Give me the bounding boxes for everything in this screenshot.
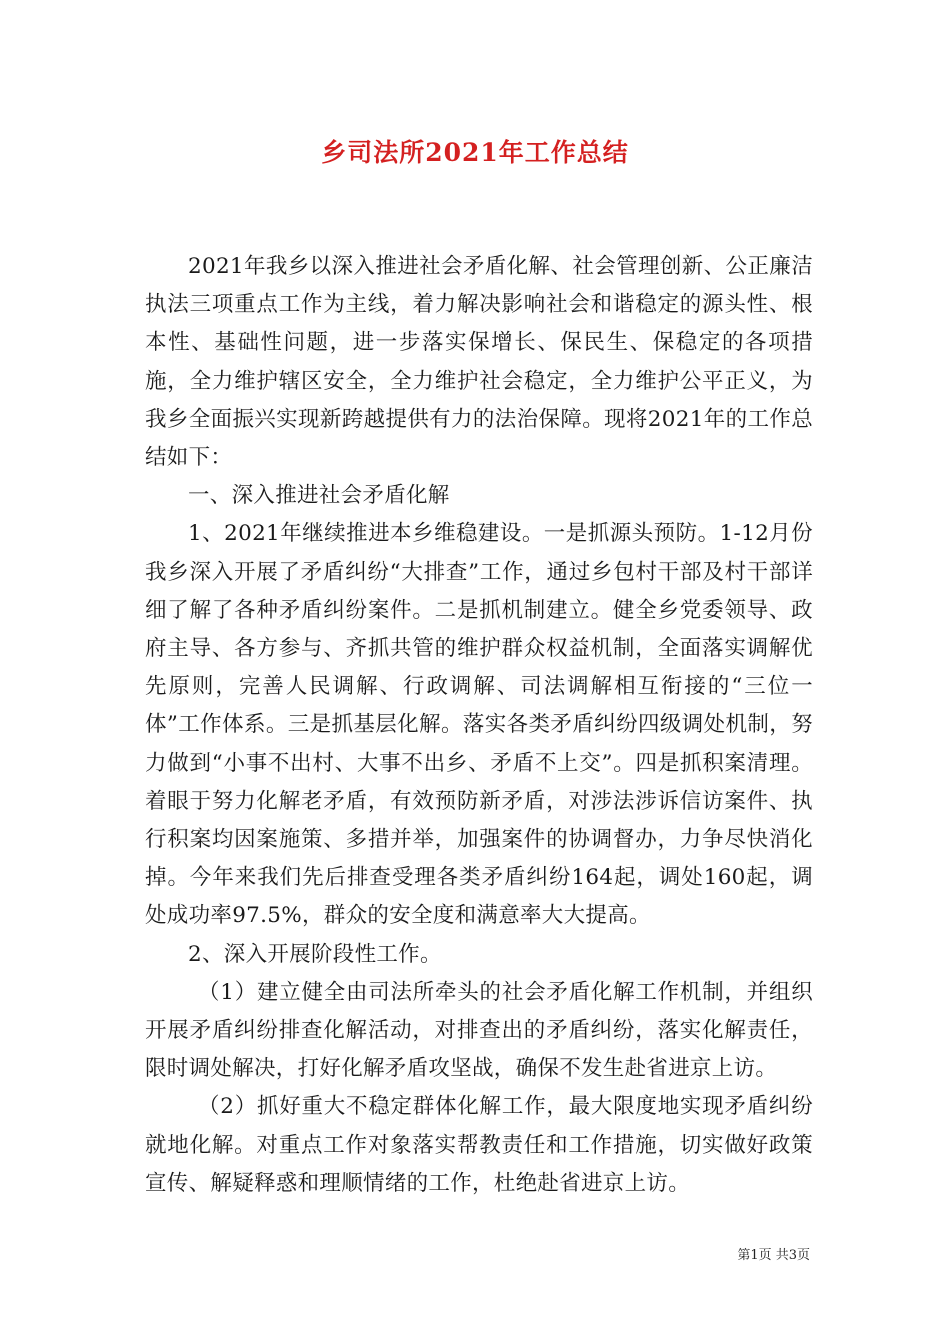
document-body [145, 248, 813, 1203]
section-heading-1: 一、深入推进社会矛盾化解 [188, 483, 450, 509]
intro-paragraph: 2021年我乡以深入推进社会矛盾化解、社会管理创新、公正廉洁执法三项重点工作为主线，着力解决影响社会和谐稳定的源头性、根本性、基础性问题，进一步落实保增长、保民生、保稳定的各项措施，全力维护辖区安全，全力维护社会稳定，全力维护公平正义，为我乡全面振兴实现新跨越提供有力的法治保障。现将2021年的工作总结如下： [145, 254, 813, 471]
paragraph-subitem-1: （1）建立健全由司法所牵头的社会矛盾化解工作机制，并组织开展矛盾纠纷排查化解活动，对排查出的矛盾纠纷，落实化解责任，限时调处解决，打好化解矛盾攻坚战，确保不发生赴省进京上访。 [145, 979, 813, 1082]
page-number-footer: 第1页 共3页 [737, 1248, 810, 1263]
paragraph-item-2: 2、深入开展阶段性工作。 [188, 941, 442, 967]
paragraph-subitem-2: （2）抓好重大不稳定群体化解工作，最大限度地实现矛盾纠纷就地化解。对重点工作对象落实帮教责任和工作措施，切实做好政策宣传、解疑释惑和理顺情绪的工作，杜绝赴省进京上访。 [145, 1094, 813, 1196]
paragraph-item-1: 1、2021年继续推进本乡维稳建设。一是抓源头预防。1-12月份我乡深入开展了矛盾纠纷“大排查”工作，通过乡包村干部及村干部详细了解了各种矛盾纠纷案件。二是抓机制建立。健全乡党委领导、政府主导、各方参与、齐抓共管的维护群众权益机制，全面落实调解优先原则，完善人民调解、行政调解、司法调解相互衔接的“三位一体”工作体系。三是抓基层化解。落实各类矛盾纠纷四级调处机制，努力做到“小事不出村、大事不出乡、矛盾不上交”。四是抓积案清理。着眼于努力化解老矛盾，有效预防新矛盾，对涉法涉诉信访案件、执行积案均因案施策、多措并举，加强案件的协调督办，力争尽快消化掉。今年来我们先后排查受理各类矛盾纠纷164起，调处160起，调处成功率97.5%，群众的安全度和满意率大大提高。 [145, 521, 813, 929]
document-title: 乡司法所2021年工作总结 [321, 138, 629, 167]
